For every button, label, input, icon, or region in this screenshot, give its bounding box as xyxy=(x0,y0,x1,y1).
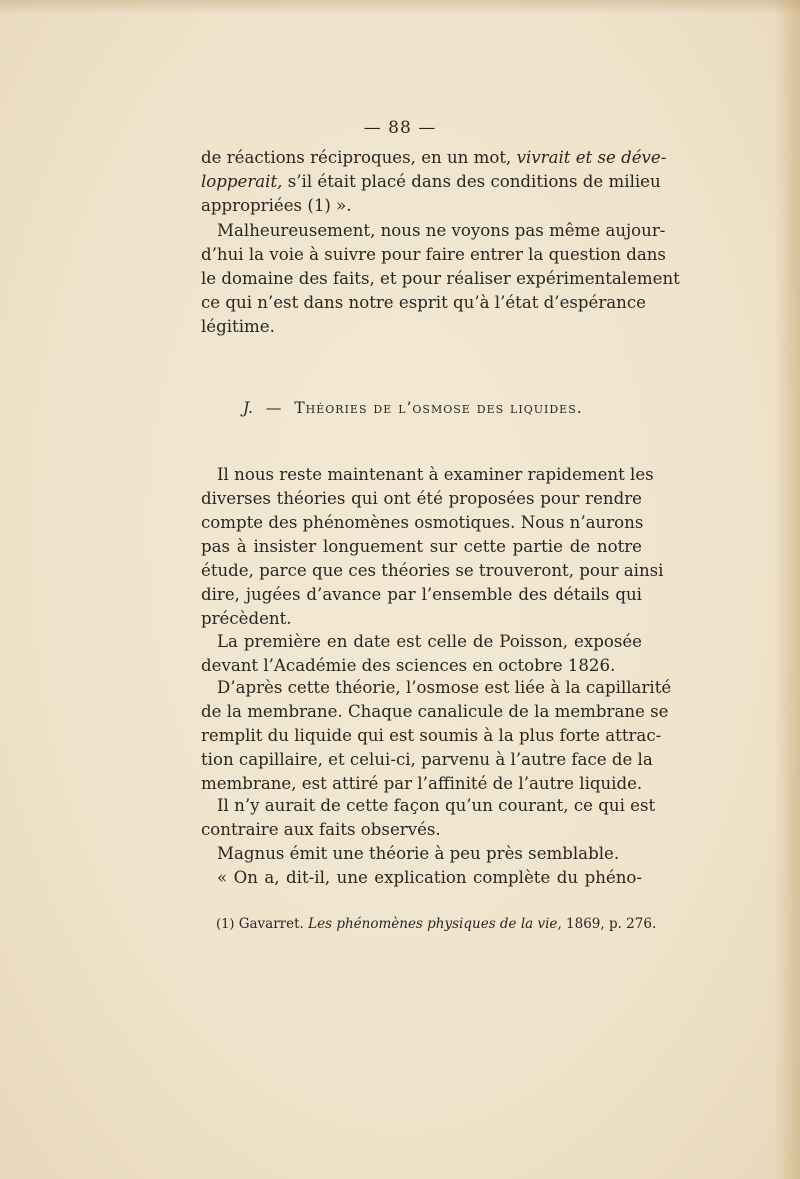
text-line: devant l’Académie des sciences en octobre 1826. xyxy=(201,656,616,675)
page-right-shadow xyxy=(774,0,800,1179)
page-top-shadow xyxy=(0,0,800,14)
text-line: La première en date est celle de Poisson, exposée xyxy=(217,632,642,651)
footnote xyxy=(216,914,657,935)
text-line: membrane, est attiré par l’affinité de l’autre liquide. xyxy=(201,774,643,793)
text-line: contraire aux faits observés. xyxy=(201,820,441,839)
text-line: compte des phénomènes osmotiques. Nous n’aurons xyxy=(201,513,644,532)
text-line: remplit du liquide qui est soumis à la plus forte attrac- xyxy=(201,726,662,745)
text-line: Magnus émit une théorie à peu près semblable. xyxy=(217,844,620,863)
footnote-marker: (1) xyxy=(216,917,235,932)
text-line: le domaine des faits, et pour réaliser expérimentalement xyxy=(201,269,680,288)
section-title: Théories de l’osmose des liquides. xyxy=(294,399,583,417)
text-line: Il n’y aurait de cette façon qu’un courant, ce qui est xyxy=(217,796,656,815)
text-line: étude, parce que ces théories se trouveront, pour ainsi xyxy=(201,561,664,580)
text-line: ce qui n’est dans notre esprit qu’à l’état d’espérance xyxy=(201,293,646,312)
text-line: tion capillaire, et celui-ci, parvenu à l’autre face de la xyxy=(201,750,653,769)
text-line: diverses théories qui ont été proposées pour rendre xyxy=(201,489,642,508)
text-line: Malheureusement, nous ne voyons pas même aujour- xyxy=(217,221,666,240)
text-line: Il nous reste maintenant à examiner rapidement les xyxy=(217,465,654,484)
text-line: précèdent. xyxy=(201,609,292,628)
text-line: lopperait, s’il était placé dans des conditions de milieu xyxy=(201,172,661,191)
text-line: « On a, dit-il, une explication complète du phéno- xyxy=(217,868,642,887)
text-line: de la membrane. Chaque canalicule de la membrane se xyxy=(201,702,669,721)
text-line: pas à insister longuement sur cette partie de notre xyxy=(201,537,642,556)
section-letter: J. xyxy=(243,399,253,417)
text-line: de réactions réciproques, en un mot, vivrait et se déve- xyxy=(201,148,667,167)
section-dash: — xyxy=(265,399,282,417)
text-line: d’hui la voie à suivre pour faire entrer la question dans xyxy=(201,245,666,264)
section-heading xyxy=(243,397,603,419)
footnote-author: Gavarret. xyxy=(238,916,304,932)
text-line: D’après cette théorie, l’osmose est liée à la capillarité xyxy=(217,678,672,697)
text-line: appropriées (1) ». xyxy=(201,196,352,215)
text-line: légitime. xyxy=(201,317,275,336)
footnote-title: Les phénomènes physiques de la vie, xyxy=(308,916,562,932)
text-line: dire, jugées d’avance par l’ensemble des détails qui xyxy=(201,585,642,604)
footnote-reference: 1869, p. 276. xyxy=(566,916,657,932)
page-number: — 88 — xyxy=(363,118,437,138)
